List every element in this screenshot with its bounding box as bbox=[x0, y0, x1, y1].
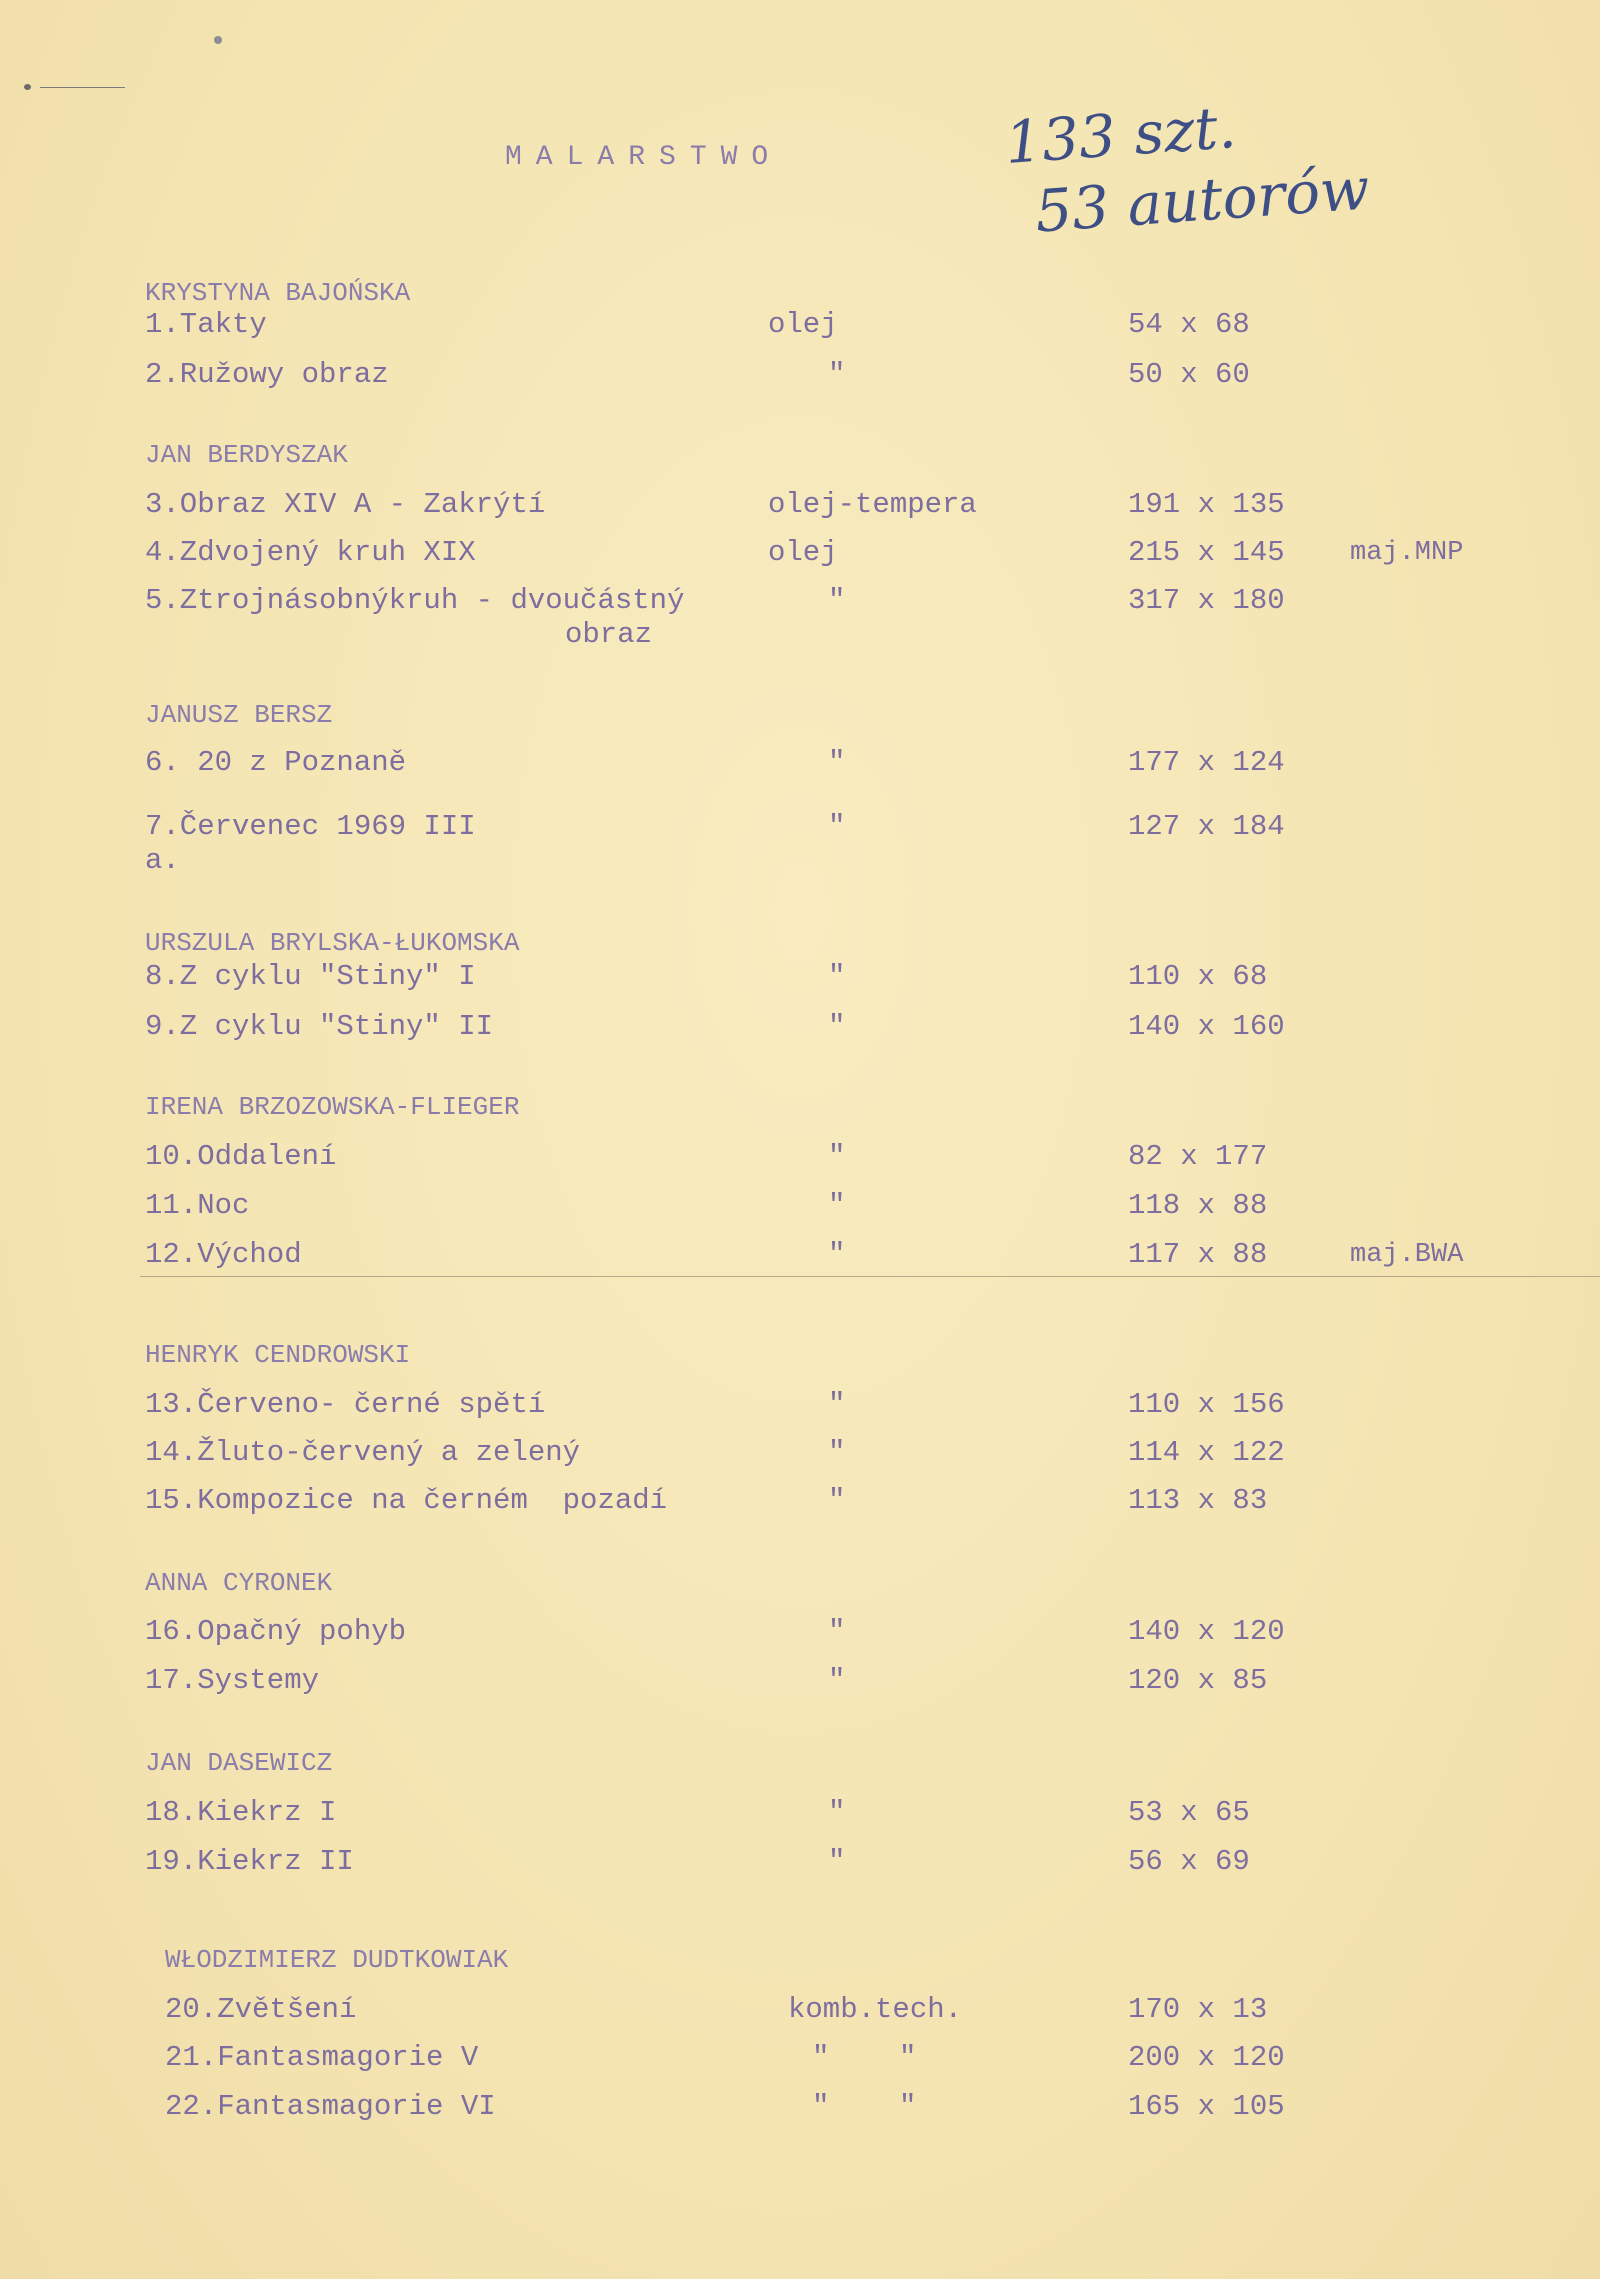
author-heading: URSZULA BRYLSKA-ŁUKOMSKA bbox=[145, 928, 520, 958]
item-medium: " bbox=[828, 1664, 846, 1697]
item-title: Kompozice na černém pozadí bbox=[197, 1484, 668, 1517]
item-number: 9. bbox=[145, 1010, 180, 1043]
item-title-continuation: a. bbox=[145, 844, 180, 877]
item-dimensions: 191 x 135 bbox=[1128, 488, 1285, 521]
item-medium: komb.tech. bbox=[788, 1993, 963, 2026]
item-dimensions: 110 x 68 bbox=[1128, 960, 1268, 993]
item-number: 4. bbox=[145, 536, 180, 569]
item-medium: " bbox=[828, 584, 846, 617]
item-number: 3. bbox=[145, 488, 180, 521]
item-medium: " bbox=[828, 358, 846, 391]
item-dimensions: 317 x 180 bbox=[1128, 584, 1285, 617]
item-title: 20 z Poznaně bbox=[179, 746, 407, 779]
item-title: Opačný pohyb bbox=[197, 1615, 407, 1648]
item-number: 19. bbox=[145, 1845, 198, 1878]
item-medium: " bbox=[828, 1796, 846, 1829]
item-number: 1. bbox=[145, 308, 180, 341]
item-title: Obraz XIV A - Zakrýtí bbox=[179, 488, 546, 521]
item-number: 13. bbox=[145, 1388, 198, 1421]
item-dimensions: 117 x 88 bbox=[1128, 1238, 1268, 1271]
item-dimensions: 56 x 69 bbox=[1128, 1845, 1250, 1878]
item-medium: " bbox=[828, 1615, 846, 1648]
item-number: 21. bbox=[165, 2041, 218, 2074]
item-medium: " bbox=[828, 1238, 846, 1271]
item-title: Červenec 1969 III bbox=[179, 810, 476, 843]
author-heading: IRENA BRZOZOWSKA-FLIEGER bbox=[145, 1092, 520, 1122]
item-title: Fantasmagorie VI bbox=[217, 2090, 496, 2123]
item-title: Ztrojnásobnýkruh - dvoučástný bbox=[179, 584, 685, 617]
fold-line bbox=[140, 1276, 1600, 1277]
item-dimensions: 140 x 120 bbox=[1128, 1615, 1285, 1648]
item-number: 15. bbox=[145, 1484, 198, 1517]
item-dimensions: 200 x 120 bbox=[1128, 2041, 1285, 2074]
author-heading: JAN DASEWICZ bbox=[145, 1748, 333, 1778]
author-heading: JANUSZ BERSZ bbox=[145, 700, 333, 730]
item-number: 22. bbox=[165, 2090, 218, 2123]
item-medium: " " bbox=[812, 2090, 917, 2123]
item-title: Žluto-červený a zelený bbox=[197, 1436, 581, 1469]
item-medium: " bbox=[828, 1388, 846, 1421]
item-number: 2. bbox=[145, 358, 180, 391]
item-dimensions: 165 x 105 bbox=[1128, 2090, 1285, 2123]
item-dimensions: 113 x 83 bbox=[1128, 1484, 1268, 1517]
item-title: Kiekrz I bbox=[197, 1796, 337, 1829]
item-dimensions: 53 x 65 bbox=[1128, 1796, 1250, 1829]
paper-speck bbox=[24, 84, 31, 90]
item-dimensions: 140 x 160 bbox=[1128, 1010, 1285, 1043]
item-dimensions: 120 x 85 bbox=[1128, 1664, 1268, 1697]
item-title: Fantasmagorie V bbox=[217, 2041, 479, 2074]
item-title: Z cyklu "Stiny" II bbox=[179, 1010, 494, 1043]
author-heading: JAN BERDYSZAK bbox=[145, 440, 348, 470]
item-medium: " bbox=[828, 810, 846, 843]
item-medium: " " bbox=[812, 2041, 917, 2074]
item-dimensions: 110 x 156 bbox=[1128, 1388, 1285, 1421]
item-dimensions: 54 x 68 bbox=[1128, 308, 1250, 341]
item-medium: olej-tempera bbox=[768, 488, 977, 521]
item-medium: " bbox=[828, 1845, 846, 1878]
item-ownership: maj.MNP bbox=[1350, 538, 1464, 568]
item-dimensions: 127 x 184 bbox=[1128, 810, 1285, 843]
item-title: Ružowy obraz bbox=[179, 358, 389, 391]
item-title: Systemy bbox=[197, 1664, 320, 1697]
item-medium: " bbox=[828, 1484, 846, 1517]
item-number: 10. bbox=[145, 1140, 198, 1173]
item-dimensions: 114 x 122 bbox=[1128, 1436, 1285, 1469]
item-medium: olej bbox=[768, 536, 838, 569]
author-heading: KRYSTYNA BAJOŃSKA bbox=[145, 278, 411, 308]
page-title: MALARSTWO bbox=[505, 142, 783, 173]
item-medium: " bbox=[828, 1140, 846, 1173]
item-number: 5. bbox=[145, 584, 180, 617]
item-dimensions: 170 x 13 bbox=[1128, 1993, 1268, 2026]
paper-speck bbox=[214, 36, 222, 44]
handwritten-authors: 53 autorów bbox=[1033, 154, 1372, 246]
item-dimensions: 177 x 124 bbox=[1128, 746, 1285, 779]
item-number: 18. bbox=[145, 1796, 198, 1829]
item-number: 14. bbox=[145, 1436, 198, 1469]
item-number: 8. bbox=[145, 960, 180, 993]
item-title: Zdvojený kruh XIX bbox=[179, 536, 476, 569]
item-medium: olej bbox=[768, 308, 838, 341]
item-title: Oddalení bbox=[197, 1140, 337, 1173]
item-medium: " bbox=[828, 1436, 846, 1469]
item-dimensions: 118 x 88 bbox=[1128, 1189, 1268, 1222]
author-heading: HENRYK CENDROWSKI bbox=[145, 1340, 411, 1370]
item-title-continuation: obraz bbox=[565, 618, 653, 651]
item-number: 16. bbox=[145, 1615, 198, 1648]
item-dimensions: 50 x 60 bbox=[1128, 358, 1250, 391]
item-number: 11. bbox=[145, 1189, 198, 1222]
item-number: 6. bbox=[145, 746, 180, 779]
paper-scratch bbox=[40, 87, 125, 88]
item-title: Takty bbox=[179, 308, 267, 341]
author-heading: ANNA CYRONEK bbox=[145, 1568, 333, 1598]
item-medium: " bbox=[828, 1189, 846, 1222]
item-number: 17. bbox=[145, 1664, 198, 1697]
handwritten-count: 133 szt. bbox=[1002, 93, 1239, 177]
item-number: 12. bbox=[145, 1238, 198, 1271]
item-title: Noc bbox=[197, 1189, 250, 1222]
item-dimensions: 215 x 145 bbox=[1128, 536, 1285, 569]
item-title: Zvětšení bbox=[217, 1993, 357, 2026]
item-dimensions: 82 x 177 bbox=[1128, 1140, 1268, 1173]
author-heading: WŁODZIMIERZ DUDTKOWIAK bbox=[165, 1945, 509, 1975]
item-number: 7. bbox=[145, 810, 180, 843]
item-medium: " bbox=[828, 960, 846, 993]
item-title: Kiekrz II bbox=[197, 1845, 354, 1878]
item-medium: " bbox=[828, 746, 846, 779]
item-title: Východ bbox=[197, 1238, 302, 1271]
item-number: 20. bbox=[165, 1993, 218, 2026]
item-title: Červeno- černé spětí bbox=[197, 1388, 546, 1421]
item-title: Z cyklu "Stiny" I bbox=[179, 960, 476, 993]
item-medium: " bbox=[828, 1010, 846, 1043]
item-ownership: maj.BWA bbox=[1350, 1240, 1464, 1270]
